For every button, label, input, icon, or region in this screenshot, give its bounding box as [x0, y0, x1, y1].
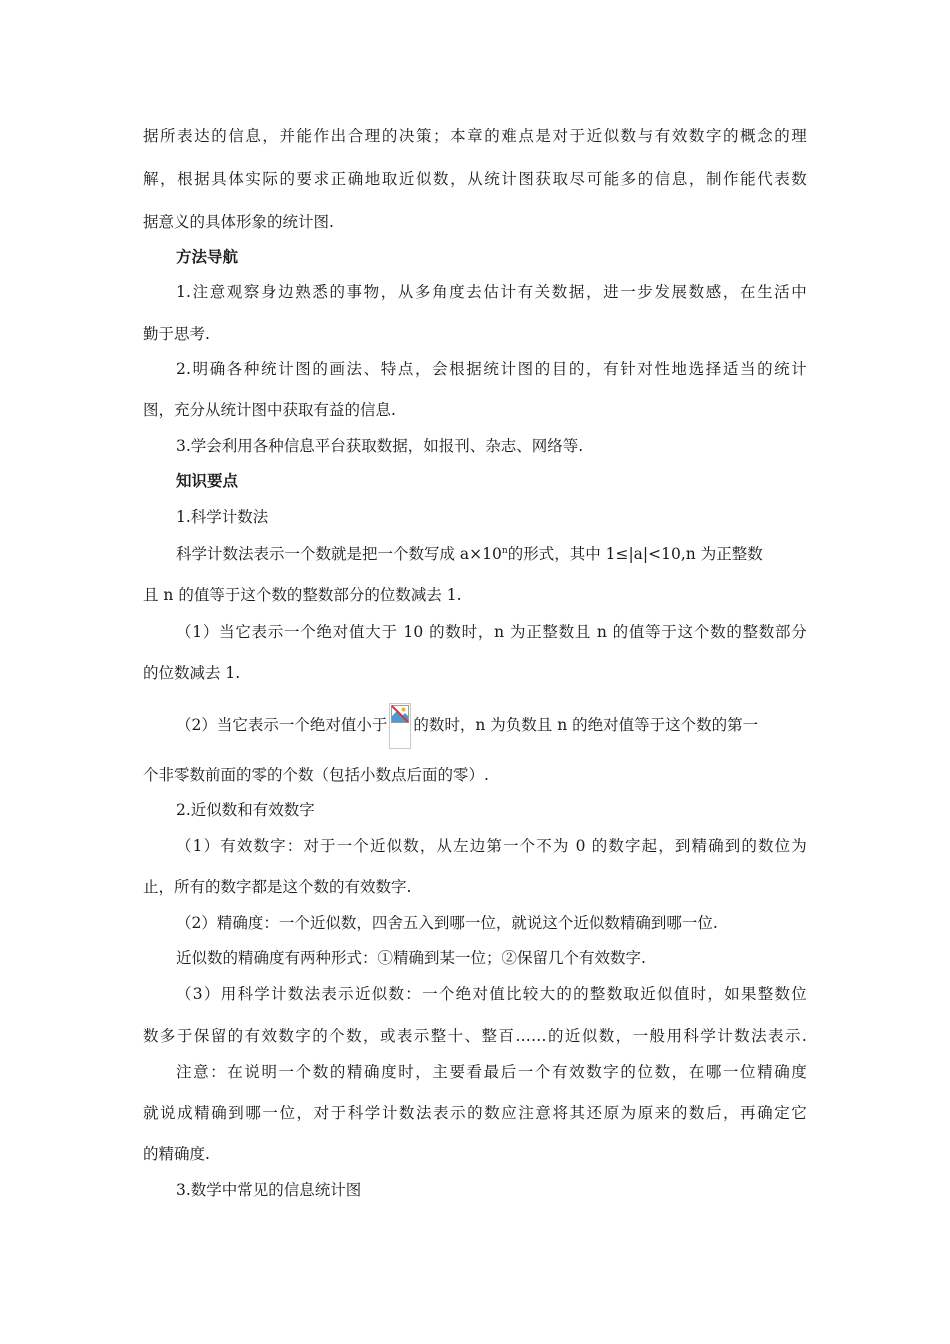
method-item-1: 1.注意观察身边熟悉的事物，从多角度去估计有关数据，进一步发展数感，在生活中 [176, 283, 807, 301]
heading-method-guide: 方法导航 [176, 247, 239, 266]
knowledge-2-forms: 近似数的精确度有两种形式：①精确到某一位；②保留几个有效数字. [176, 949, 646, 967]
knowledge-1-sub-2: （2）当它表示一个绝对值小于 的数时，n 为负数且 n 的绝对值等于这个数的第一 [0, 703, 950, 737]
knowledge-2-sub-2: （2）精确度：一个近似数，四舍五入到哪一位，就说这个近似数精确到哪一位. [176, 914, 718, 932]
knowledge-1-title: 1.科学计数法 [176, 508, 269, 526]
method-item-2: 2.明确各种统计图的画法、特点，会根据统计图的目的，有针对性地选择适当的统计 [176, 360, 807, 378]
note-line-2: 就说成精确到哪一位，对于科学计数法表示的数应注意将其还原为原来的数后，再确定它 [143, 1104, 807, 1122]
knowledge-2-sub-1-cont: 止，所有的数字都是这个数的有效数字. [143, 878, 412, 896]
knowledge-2-title: 2.近似数和有效数字 [176, 801, 315, 819]
knowledge-2-sub-3: （3）用科学计数法表示近似数：一个绝对值比较大的的整数取近似值时，如果整数位 [176, 985, 807, 1003]
heading-knowledge-points: 知识要点 [176, 471, 239, 490]
knowledge-3-title: 3.数学中常见的信息统计图 [176, 1181, 362, 1199]
note-line-3: 的精确度. [143, 1145, 210, 1163]
knowledge-2-sub-3-cont: 数多于保留的有效数字的个数，或表示整十、整百……的近似数，一般用科学计数法表示. [143, 1027, 807, 1045]
broken-image-icon [389, 703, 411, 749]
method-item-1-cont: 勤于思考. [143, 325, 210, 343]
paragraph-line: 解，根据具体实际的要求正确地取近似数，从统计图获取尽可能多的信息，制作能代表数 [143, 170, 807, 188]
exponent-n: n [501, 546, 508, 556]
knowledge-1-line-2: 且 n 的值等于这个数的整数部分的位数减去 1. [143, 586, 462, 604]
knowledge-1-line-1: 科学计数法表示一个数就是把一个数写成 $a\times 10^n$的形式，其中 1≤|a|<10,n 为正整数 [176, 545, 763, 563]
note-line-1: 注意：在说明一个数的精确度时，主要看最后一个有效数字的位数，在哪一位精确度 [176, 1063, 807, 1081]
paragraph-line: 据意义的具体形象的统计图. [143, 213, 334, 231]
paragraph-line: 据所表达的信息，并能作出合理的决策；本章的难点是对于近似数与有效数字的概念的理 [143, 127, 807, 145]
method-item-2-cont: 图，充分从统计图中获取有益的信息. [143, 401, 396, 419]
knowledge-2-sub-1: （1）有效数字：对于一个近似数，从左边第一个不为 0 的数字起，到精确到的数位为 [176, 837, 807, 855]
method-item-3: 3.学会利用各种信息平台获取数据，如报刊、杂志、网络等. [176, 437, 584, 455]
knowledge-1-sub-1-cont: 的位数减去 1. [143, 664, 241, 682]
knowledge-1-sub-2-cont: 个非零数前面的零的个数（包括小数点后面的零）. [143, 766, 489, 784]
knowledge-1-sub-1: （1）当它表示一个绝对值大于 10 的数时，n 为正整数且 n 的值等于这个数的整数部分 [176, 623, 807, 641]
